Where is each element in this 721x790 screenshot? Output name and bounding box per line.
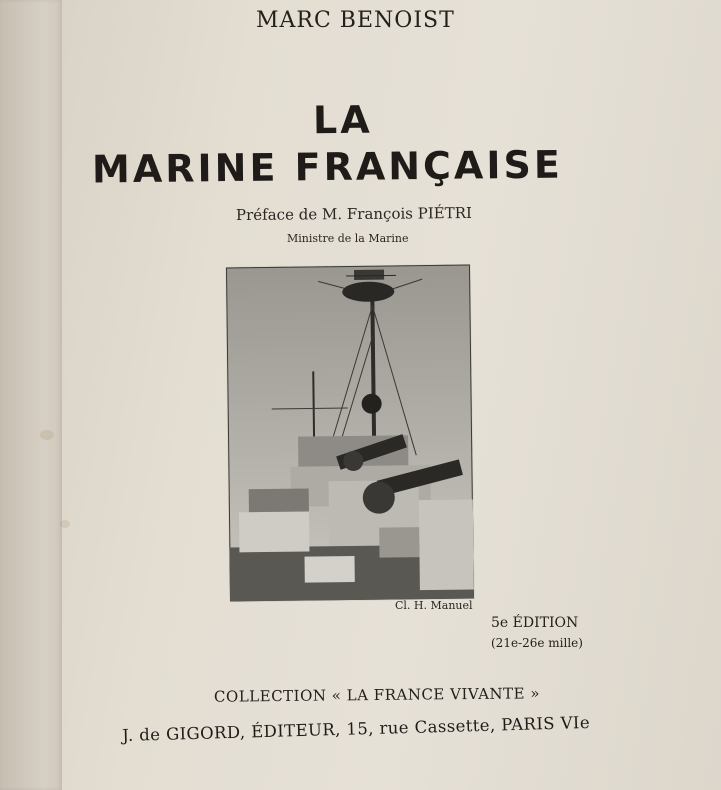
warship-photo	[226, 265, 474, 602]
photo-credit: Cl. H. Manuel	[395, 599, 473, 612]
edition-print-run: (21e-26e mille)	[491, 636, 583, 650]
book-title-line-1: LA	[312, 97, 373, 143]
preface-role: Ministre de la Marine	[287, 232, 409, 245]
collection-name: COLLECTION « LA FRANCE VIVANTE »	[213, 684, 541, 706]
edition-label: 5e ÉDITION	[491, 615, 579, 631]
page-gutter	[0, 0, 62, 790]
foxing-spot	[40, 430, 54, 440]
book-title-line-2: MARINE FRANÇAISE	[91, 142, 564, 192]
author-name: MARC BENOIST	[256, 8, 455, 33]
publisher-imprint: J. de GIGORD, ÉDITEUR, 15, rue Cassette, PARIS VIe	[122, 712, 591, 745]
preface-line: Préface de M. François PIÉTRI	[235, 203, 472, 225]
foxing-spot	[60, 520, 70, 528]
